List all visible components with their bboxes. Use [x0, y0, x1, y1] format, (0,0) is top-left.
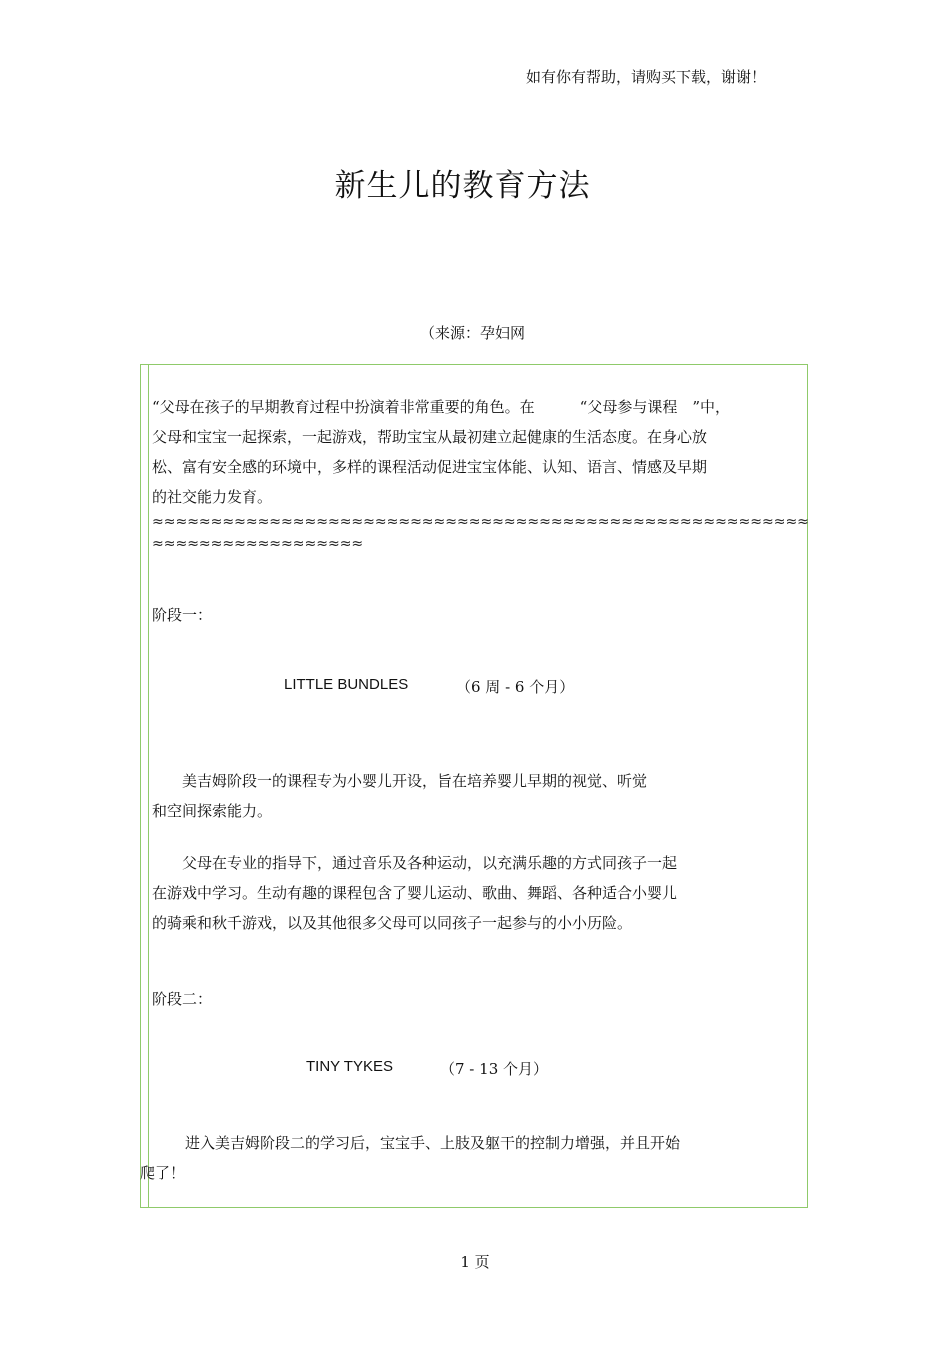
stage1-paragraph-1 — [152, 766, 712, 826]
paragraph-line: 爬了！ — [140, 1164, 186, 1182]
stage1-course-name: LITTLE BUNDLES — [284, 676, 409, 693]
paragraph-line: 进入美吉姆阶段二的学习后，宝宝手、上肢及躯干的控制力增强，并且开始 — [140, 1134, 681, 1152]
paragraph-line: 美吉姆阶段一的课程专为小婴儿开设，旨在培养婴儿早期的视觉、听觉 — [152, 772, 648, 790]
intro-paragraph — [152, 392, 752, 512]
intro-line: “父母在孩子的早期教育过程中扮演着非常重要的角色。在 “父母参与课程 ”中， — [152, 398, 731, 416]
wave-divider-line: ≈≈≈≈≈≈≈≈≈≈≈≈≈≈≈≈≈≈≈≈≈≈≈≈≈≈≈≈≈≈≈≈≈≈≈≈≈≈≈≈≈≈≈≈≈≈≈≈≈≈≈≈≈≈≈≈ — [152, 514, 809, 530]
intro-line: 父母和宝宝一起探索，一起游戏，帮助宝宝从最初建立起健康的生活态度。在身心放 — [152, 428, 708, 446]
wave-divider-line: ≈≈≈≈≈≈≈≈≈≈≈≈≈≈≈≈≈≈ — [152, 536, 364, 552]
stage2-age-range: （7 - 13 个月） — [440, 1060, 549, 1078]
stage2-label: 阶段二： — [152, 990, 213, 1008]
stage1-paragraph-2 — [152, 848, 722, 938]
stage1-label: 阶段一： — [152, 606, 213, 624]
paragraph-line: 的骑乘和秋千游戏，以及其他很多父母可以同孩子一起参与的小小历险。 — [152, 914, 633, 932]
stage1-age-range: （6 周 - 6 个月） — [456, 678, 575, 696]
frame-inner-rule — [148, 364, 149, 1208]
paragraph-line: 父母在专业的指导下，通过音乐及各种运动，以充满乐趣的方式同孩子一起 — [152, 854, 678, 872]
intro-line: 松、富有安全感的环境中，多样的课程活动促进宝宝体能、认知、语言、情感及早期 — [152, 458, 708, 476]
header-note: 如有你有帮助，请购买下载，谢谢！ — [526, 68, 767, 86]
source-line: （来源：孕妇网 — [420, 324, 526, 342]
stage2-paragraph-1 — [140, 1128, 740, 1188]
stage2-course-name: TINY TYKES — [306, 1058, 393, 1075]
paragraph-line: 和空间探索能力。 — [152, 802, 273, 820]
page-number: 1 页 — [460, 1253, 490, 1271]
paragraph-line: 在游戏中学习。生动有趣的课程包含了婴儿运动、歌曲、舞蹈、各种适合小婴儿 — [152, 884, 678, 902]
page-title: 新生儿的教育方法 — [334, 168, 591, 204]
intro-line: 的社交能力发育。 — [152, 488, 273, 506]
